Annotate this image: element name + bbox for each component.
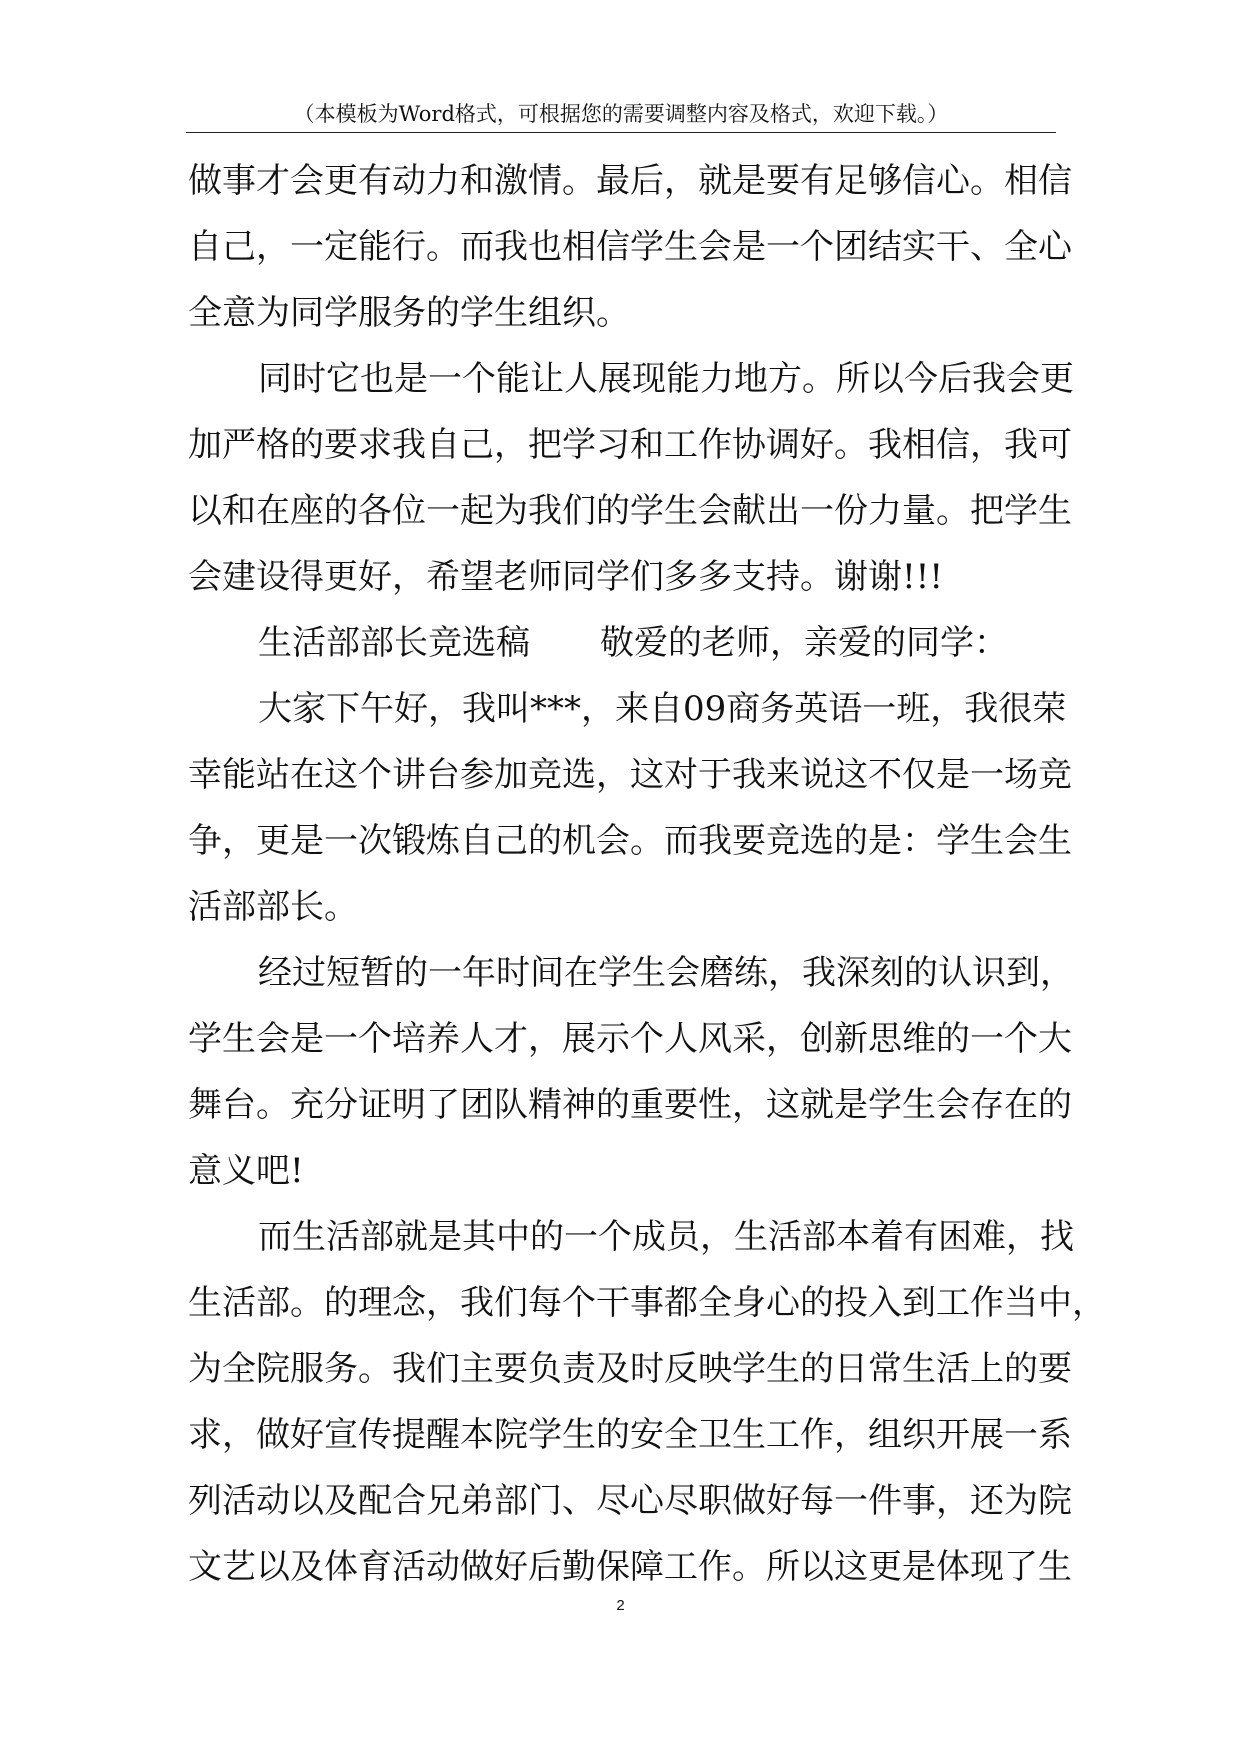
paragraph-first-line: 大家下午好，我叫***，来自09商务英语一班，我很荣	[258, 689, 1067, 729]
speech-title: 生活部部长竞选稿	[258, 623, 530, 663]
page-number: 2	[616, 1597, 625, 1614]
text-line: 全意为同学服务的学生组织。	[188, 293, 630, 333]
page-header	[186, 96, 1056, 133]
text-line: 做事才会更有动力和激情。最后，就是要有足够信心。相信	[188, 161, 1072, 201]
text-line: 文艺以及体育活动做好后勤保障工作。所以这更是体现了生	[188, 1547, 1072, 1587]
text-line: 为全院服务。我们主要负责及时反映学生的日常生活上的要	[188, 1349, 1072, 1389]
text-line: 列活动以及配合兄弟部门、尽心尽职做好每一件事，还为院	[188, 1481, 1072, 1521]
paragraph-first-line: 同时它也是一个能让人展现能力地方。所以今后我会更	[258, 359, 1074, 399]
text-line: 以和在座的各位一起为我们的学生会献出一份力量。把学生	[188, 491, 1072, 531]
text-line: 意义吧!	[188, 1151, 304, 1191]
text-line: 幸能站在这个讲台参加竞选，这对于我来说这不仅是一场竞	[188, 755, 1072, 795]
salutation: 敬爱的老师，亲爱的同学：	[600, 623, 1008, 663]
text-line: 学生会是一个培养人才，展示个人风采，创新思维的一个大	[188, 1019, 1072, 1059]
text-line: 会建设得更好，希望老师同学们多多支持。谢谢!!!	[188, 557, 943, 597]
paragraph-first-line: 经过短暂的一年时间在学生会磨练，我深刻的认识到，	[258, 953, 1074, 993]
text-line: 争，更是一次锻炼自己的机会。而我要竞选的是：学生会生	[188, 821, 1072, 861]
paragraph-first-line: 而生活部就是其中的一个成员，生活部本着有困难，找	[258, 1217, 1074, 1257]
text-line: 活部部长。	[188, 887, 358, 927]
text-line: 加严格的要求我自己，把学习和工作协调好。我相信，我可	[188, 425, 1072, 465]
speech-heading-line	[188, 610, 1058, 676]
text-line: 求，做好宣传提醒本院学生的安全卫生工作，组织开展一系	[188, 1415, 1072, 1455]
text-line: 舞台。充分证明了团队精神的重要性，这就是学生会存在的	[188, 1085, 1072, 1125]
document-body	[188, 148, 1106, 1600]
text-line: 自己，一定能行。而我也相信学生会是一个团结实干、全心	[188, 227, 1072, 267]
text-line: 生活部。的理念，我们每个干事都全身心的投入到工作当中，	[188, 1283, 1106, 1323]
template-notice: （本模板为Word格式，可根据您的需要调整内容及格式，欢迎下载。）	[293, 102, 949, 126]
